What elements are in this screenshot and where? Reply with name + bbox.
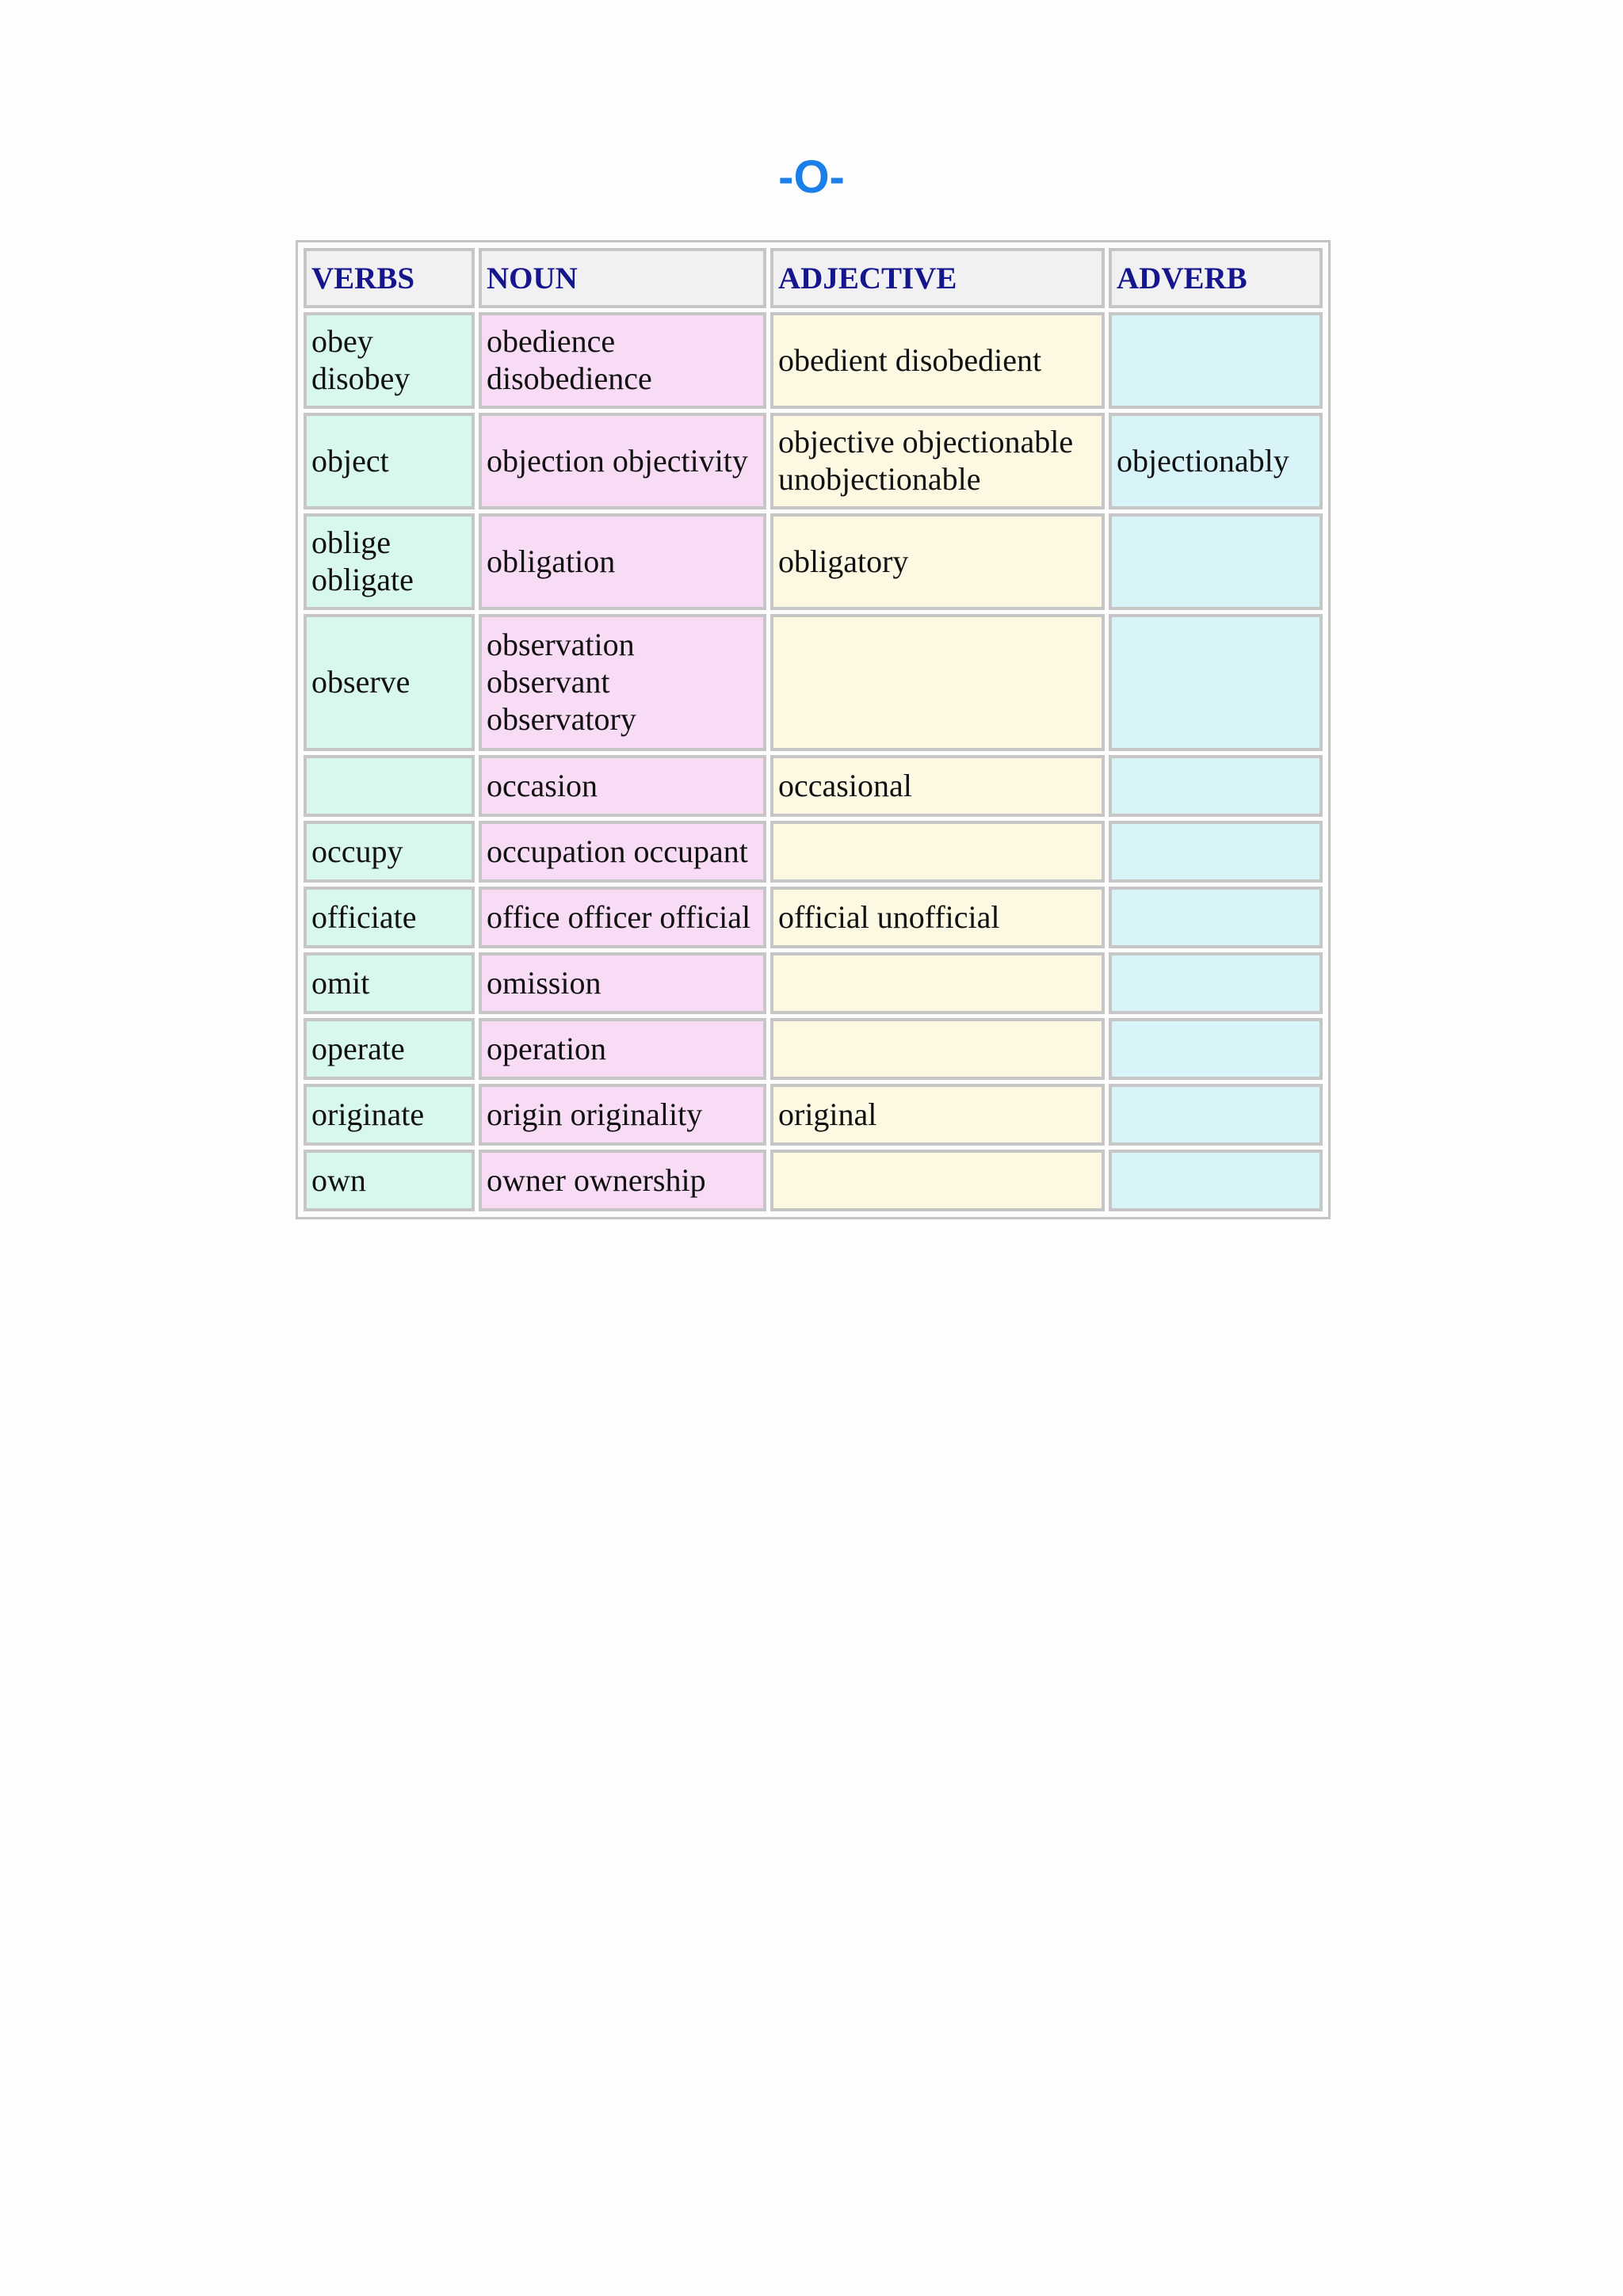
verb-cell: operate (304, 1018, 475, 1080)
verb-cell: obey disobey (304, 312, 475, 409)
adjective-cell: objective objectionable unobjectionable (770, 413, 1105, 509)
verb-cell: originate (304, 1084, 475, 1146)
noun-cell: origin originality (479, 1084, 766, 1146)
header-adverb: ADVERB (1109, 248, 1323, 308)
adjective-cell: obligatory (770, 513, 1105, 610)
noun-cell: objection objectivity (479, 413, 766, 509)
header-verbs: VERBS (304, 248, 475, 308)
table-row (304, 821, 1323, 883)
adjective-cell (770, 1018, 1105, 1080)
noun-cell: omission (479, 952, 766, 1014)
table-row (304, 755, 1323, 817)
noun-cell: owner ownership (479, 1150, 766, 1211)
noun-cell: office officer official (479, 887, 766, 948)
adverb-cell (1109, 887, 1323, 948)
adverb-cell (1109, 513, 1323, 610)
table-row (304, 413, 1323, 509)
adverb-cell (1109, 312, 1323, 409)
table-row (304, 887, 1323, 948)
adverb-cell (1109, 755, 1323, 817)
adverb-cell (1109, 1084, 1323, 1146)
adjective-cell: official unofficial (770, 887, 1105, 948)
verb-cell: object (304, 413, 475, 509)
adjective-cell: original (770, 1084, 1105, 1146)
verb-cell: oblige obligate (304, 513, 475, 610)
verb-cell: officiate (304, 887, 475, 948)
adjective-cell (770, 821, 1105, 883)
table-row (304, 1084, 1323, 1146)
verb-cell: own (304, 1150, 475, 1211)
word-forms-table (296, 240, 1331, 1219)
header-noun: NOUN (479, 248, 766, 308)
verb-cell (304, 755, 475, 817)
table-row (304, 614, 1323, 751)
table-row (304, 952, 1323, 1014)
noun-cell: observation observant observatory (479, 614, 766, 751)
adverb-cell (1109, 821, 1323, 883)
verb-cell: omit (304, 952, 475, 1014)
verb-cell: observe (304, 614, 475, 751)
adjective-cell (770, 1150, 1105, 1211)
noun-cell: occupation occupant (479, 821, 766, 883)
page-title: -O- (778, 151, 845, 203)
word-forms-grid (300, 244, 1327, 1215)
noun-cell: operation (479, 1018, 766, 1080)
adverb-cell (1109, 614, 1323, 751)
adjective-cell: occasional (770, 755, 1105, 817)
table-row (304, 312, 1323, 409)
header-row (304, 248, 1323, 308)
header-adjective: ADJECTIVE (770, 248, 1105, 308)
adjective-cell (770, 952, 1105, 1014)
noun-cell: obligation (479, 513, 766, 610)
adverb-cell (1109, 1018, 1323, 1080)
adjective-cell (770, 614, 1105, 751)
noun-cell: occasion (479, 755, 766, 817)
table-row (304, 513, 1323, 610)
adverb-cell: objectionably (1109, 413, 1323, 509)
table-row (304, 1018, 1323, 1080)
adverb-cell (1109, 1150, 1323, 1211)
table-row (304, 1150, 1323, 1211)
noun-cell: obedience disobedience (479, 312, 766, 409)
adjective-cell: obedient disobedient (770, 312, 1105, 409)
verb-cell: occupy (304, 821, 475, 883)
adverb-cell (1109, 952, 1323, 1014)
